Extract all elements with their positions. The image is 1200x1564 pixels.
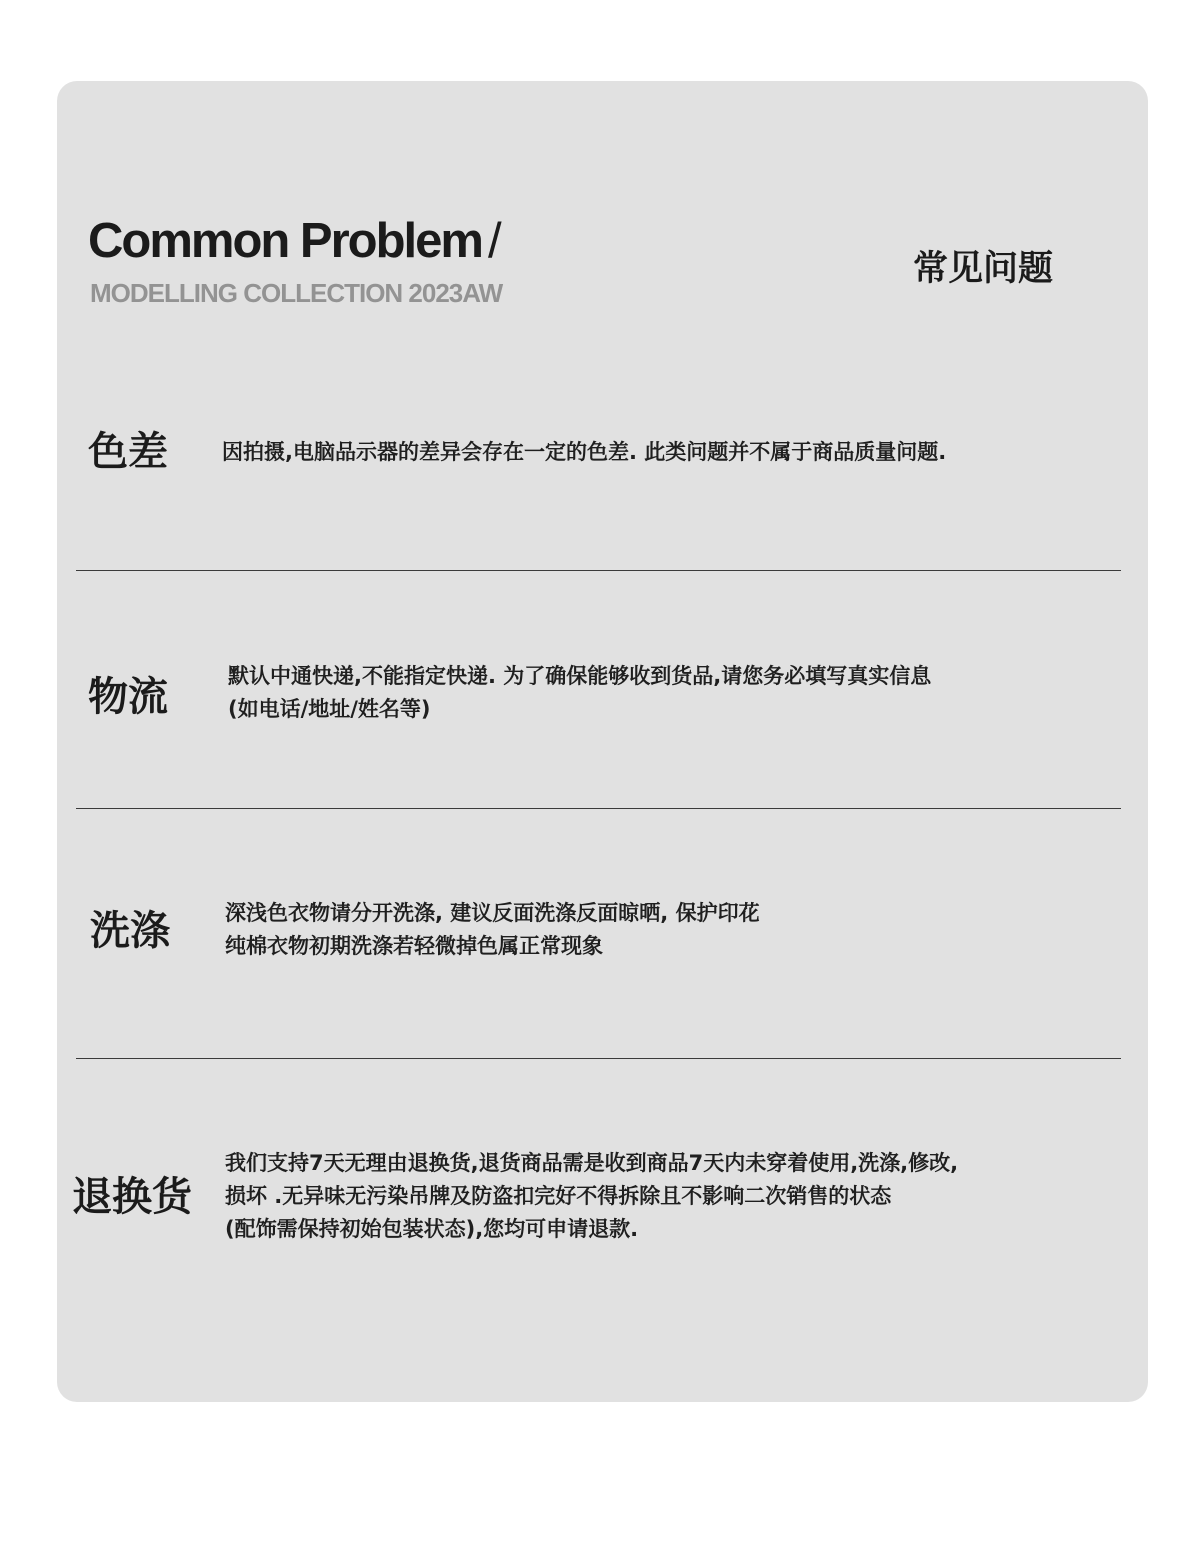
section-label-logistics: 物流 xyxy=(88,674,168,720)
collection-subtitle: MODELLING COLLECTION 2023AW xyxy=(90,278,503,308)
section-text-washing xyxy=(225,897,760,963)
title-slash: / xyxy=(487,214,500,268)
cn-page-title: 常见问题 xyxy=(913,249,1054,289)
section-text-color-difference xyxy=(222,436,946,469)
section-text-logistics xyxy=(228,660,931,726)
section-label-color-difference: 色差 xyxy=(88,429,168,475)
section-label-washing: 洗涤 xyxy=(90,908,170,954)
section-line: (配饰需保持初始包装状态),您均可申请退款. xyxy=(225,1217,639,1241)
section-divider xyxy=(76,808,1121,809)
section-line: 我们支持7天无理由退换货,退货商品需是收到商品7天内未穿着使用,洗涤,修改, xyxy=(225,1151,959,1175)
section-divider xyxy=(76,570,1121,571)
section-line: (如电话/地址/姓名等) xyxy=(228,697,431,721)
section-line: 因拍摄,电脑品示器的差异会存在一定的色差. 此类问题并不属于商品质量问题. xyxy=(222,440,947,464)
page-title xyxy=(88,212,500,271)
section-line: 默认中通快递,不能指定快递. 为了确保能够收到货品,请您务必填写真实信息 xyxy=(228,664,932,688)
section-label-returns: 退换货 xyxy=(72,1174,192,1220)
section-line: 损坏 .无异味无污染吊牌及防盗扣完好不得拆除且不影响二次销售的状态 xyxy=(225,1184,892,1208)
section-divider xyxy=(76,1058,1121,1059)
section-text-returns xyxy=(225,1147,958,1246)
section-line: 纯棉衣物初期洗涤若轻微掉色属正常现象 xyxy=(225,934,603,958)
section-line: 深浅色衣物请分开洗涤, 建议反面洗涤反面晾晒, 保护印花 xyxy=(225,901,760,925)
page-title-text: Common Problem xyxy=(88,214,482,268)
